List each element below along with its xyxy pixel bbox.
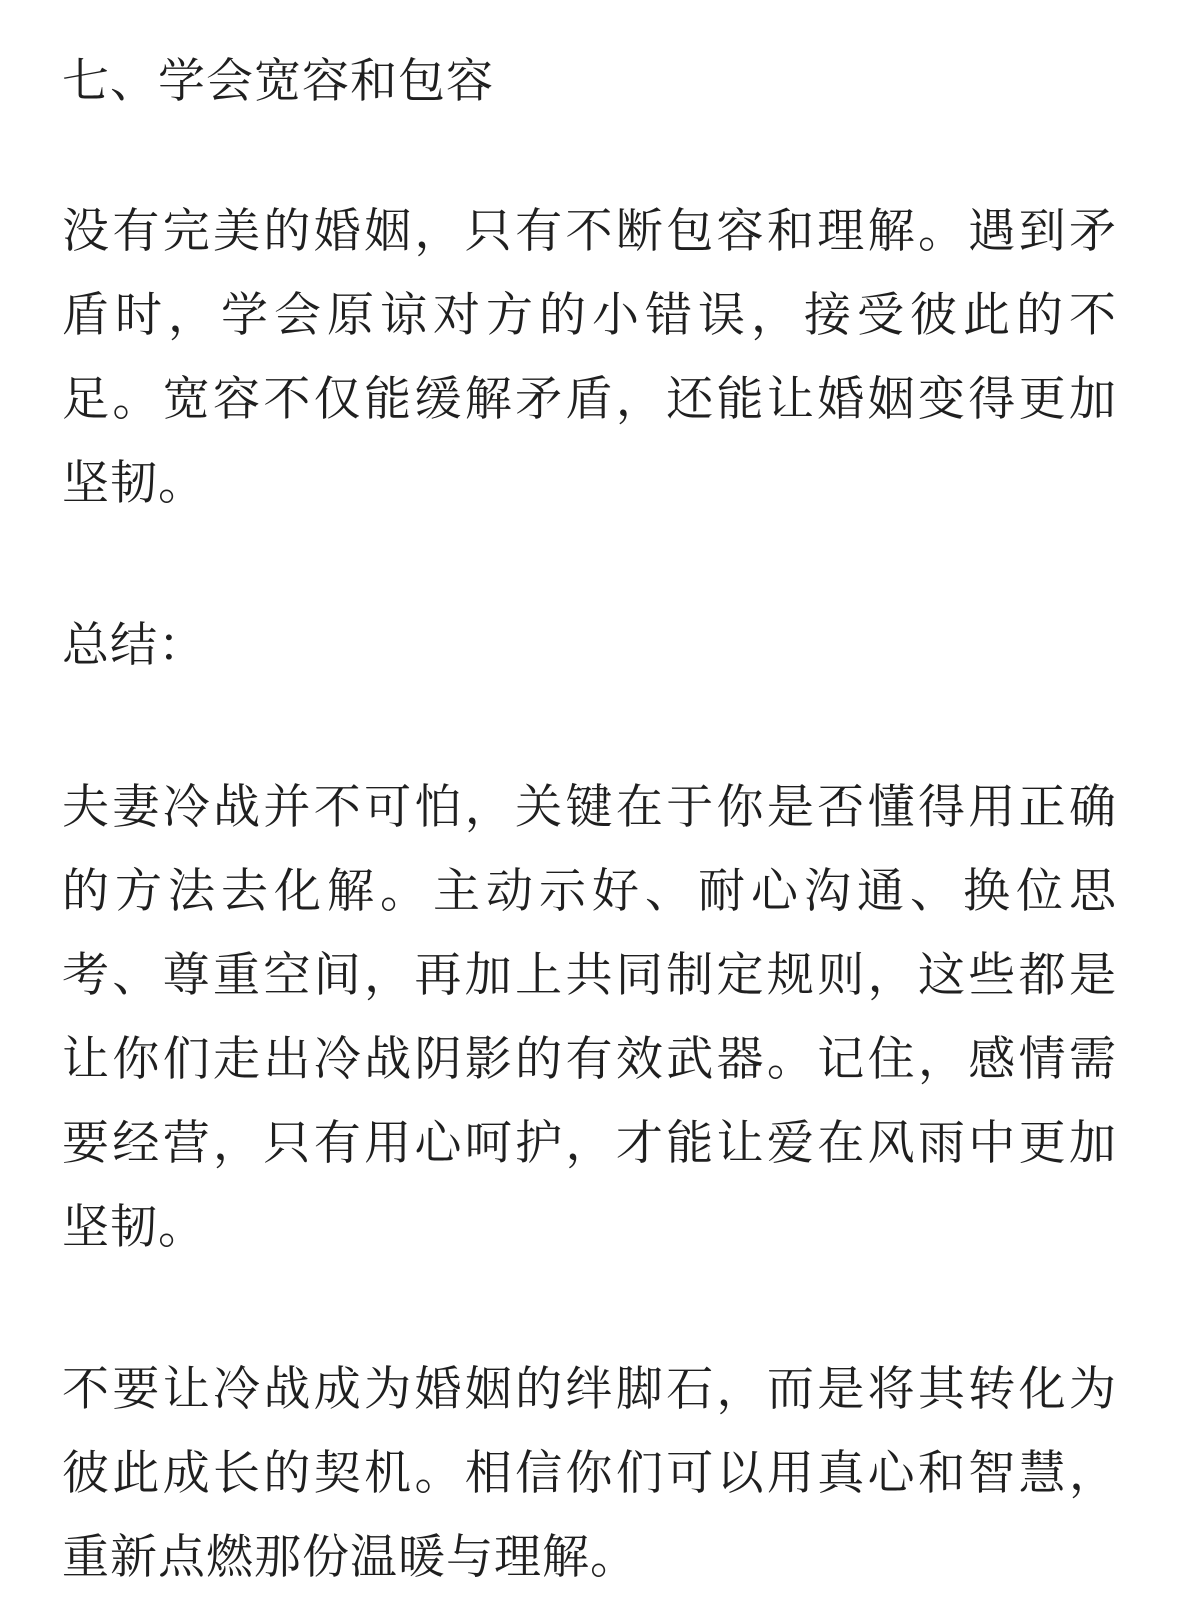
spacer: [62, 688, 1117, 766]
spacer: [62, 1270, 1117, 1348]
summary-paragraph-1: 夫妻冷战并不可怕，关键在于你是否懂得用正确的方法去化解。主动示好、耐心沟通、换位思考、尊重空间，再加上共同制定规则，这些都是让你们走出冷战阴影的有效武器。记住，感情需要经营，只有用心呵护，才能让爱在风雨中更加坚韧。: [62, 780, 1117, 1255]
summary-heading: 总结：: [62, 618, 206, 673]
section-heading: 七、学会宽容和包容: [62, 54, 494, 109]
section-paragraph: 没有完美的婚姻，只有不断包容和理解。遇到矛盾时，学会原谅对方的小错误，接受彼此的不足。宽容不仅能缓解矛盾，还能让婚姻变得更加坚韧。: [62, 204, 1117, 511]
spacer: [62, 526, 1117, 604]
summary-paragraph-2: 不要让冷战成为婚姻的绊脚石，而是将其转化为彼此成长的契机。相信你们可以用真心和智慧，重新点燃那份温暖与理解。: [62, 1362, 1117, 1585]
spacer: [62, 124, 1117, 190]
article-body: [62, 40, 1117, 1600]
